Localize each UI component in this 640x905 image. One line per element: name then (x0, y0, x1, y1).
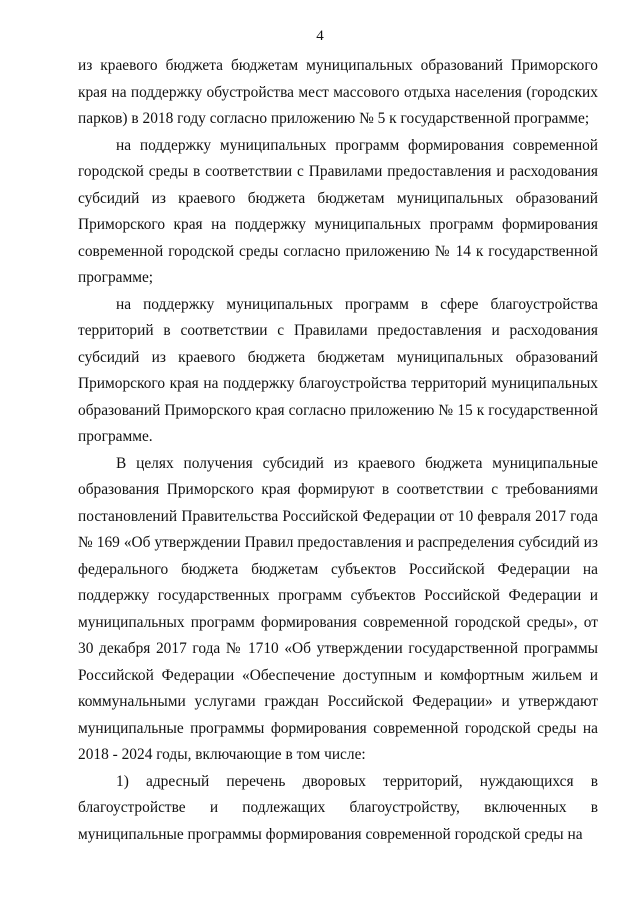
paragraph-continuation: из краевого бюджета бюджетам муниципальных образований Приморского края на поддержку обустройства мест массового отдыха населения (городских парков) в 2018 году согласно приложению № 5 к государственной программе; (78, 57, 598, 127)
paragraph-list-item-1: 1) адресный перечень дворовых территорий, нуждающихся в благоустройстве и подлежащих благоустройству, включенных в муниципальные программы формирования современной городской среды на (78, 772, 598, 843)
paragraph-subsidy-requirements: В целях получения субсидий из краевого бюджета муниципальные образования Приморского края формируют в соответствии с требованиями постановлений Правительства Российской Федерации от 10 февраля 2017 года № 169 «Об утверждении Правил предоставления и распределения субсидий из федерального бюджета бюджетам субъектов Российской Федерации на поддержку государственных программ субъектов Российской Федерации и муниципальных программ формирования современной городской среды», от 30 декабря 2017 года № 1710 «Об утверждении государственной программы Российской Федерации «Обеспечение доступным и комфортным жильем и коммунальными услугами граждан Российской Федерации» и утверждают муниципальные программы формирования современной городской среды на 2018 - 2024 годы, включающие в том числе: (78, 454, 598, 763)
paragraph-support-landscaping: на поддержку муниципальных программ в сфере благоустройства территорий в соответствии с Правилами предоставления и расходования субсидий из краевого бюджета бюджетам муниципальных образований Приморского края на поддержку благоустройства территорий муниципальных образований Приморского края согласно приложению № 15 к государственной программе. (78, 295, 598, 445)
document-body (78, 53, 598, 848)
page-number: 4 (316, 28, 324, 44)
paragraph-support-urban-environment: на поддержку муниципальных программ формирования современной городской среды в соответствии с Правилами предоставления и расходования субсидий из краевого бюджета бюджетам муниципальных образований Приморского края на поддержку муниципальных программ формирования современной городской среды согласно приложению № 14 к государственной программе; (78, 136, 598, 286)
